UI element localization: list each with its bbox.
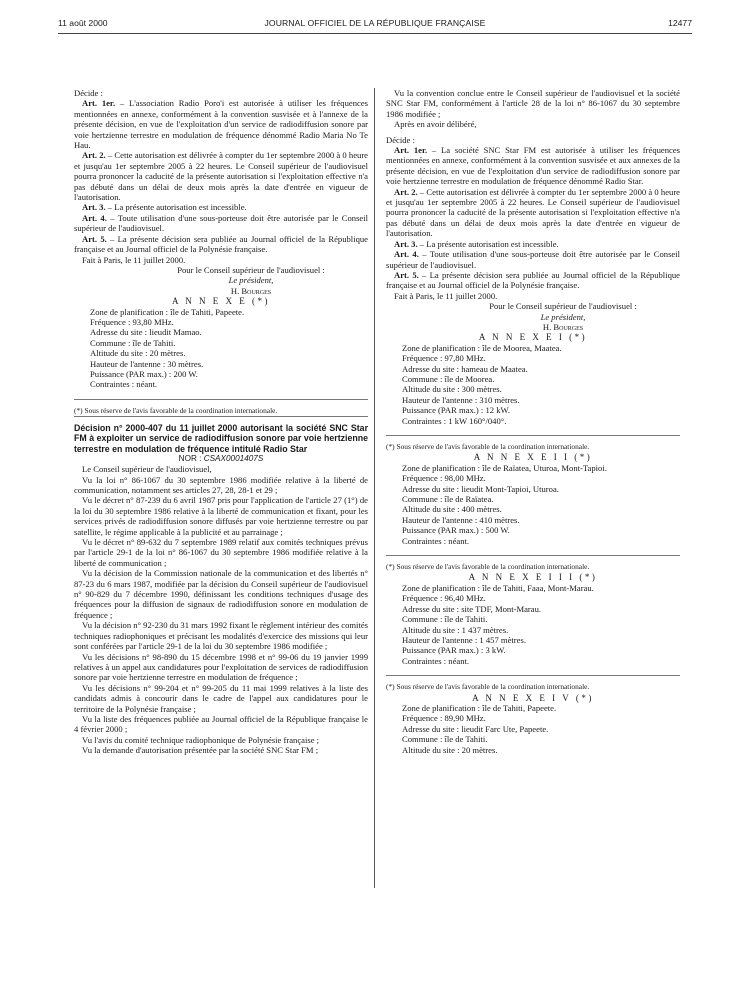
annex-line: Commune : île de Raïatea. — [402, 494, 494, 505]
annex-title: A N N E X E I (*) — [478, 332, 588, 343]
signature-role: Le président, — [228, 275, 274, 286]
annex-line: Contraintes : néant. — [90, 379, 158, 390]
annex-title: A N N E X E I V (*) — [472, 692, 594, 703]
annex-line: Contraintes : néant. — [402, 535, 470, 546]
annex-details — [402, 463, 680, 546]
header-journal-title: JOURNAL OFFICIEL DE LA RÉPUBLIQUE FRANÇAISE — [264, 18, 486, 28]
preamble-line: Vu l'avis du comité technique radiophonique de Polynésie française ; — [82, 734, 320, 745]
annex-line: Altitude du site : 20 mètres. — [90, 348, 186, 359]
footnote-rule — [386, 435, 680, 436]
article-5 — [386, 270, 680, 291]
decide-heading: Décide : — [386, 134, 415, 145]
annex-details — [90, 307, 368, 390]
article-4 — [74, 213, 368, 234]
article-label: Art. 2. — [394, 186, 418, 197]
annex-line: Puissance (PAR max.) : 12 kW. — [402, 405, 510, 416]
annex-line: Contraintes : 1 kW 160°/040°. — [402, 415, 507, 426]
annex-line: Fréquence : 97,80 MHz. — [402, 353, 486, 364]
article-text: – Toute utilisation d'une sous-porteuse doit être autorisée par le Conseil supérieur de l'audiovisuel. — [74, 212, 368, 234]
article-5 — [74, 234, 368, 255]
annex-line: Hauteur de l'antenne : 410 mètres. — [402, 514, 520, 525]
article-text: – La société SNC Star FM est autorisée à utiliser les fréquences mentionnées en annexe, conformément à la convention susvisée et aux annexes de la présente décision, en vue de l'exploitation d'un service de radiodiffusion sonore par voie hertzienne terrestre en modulation de fréquence dénommé Radio Star. — [386, 145, 680, 187]
annex-title: A N N E X E I I I (*) — [468, 572, 598, 583]
preamble-line: Le Conseil supérieur de l'audiovisuel, — [82, 464, 212, 475]
footnote-rule — [386, 555, 680, 556]
annex-line: Adresse du site : lieudit Farc Ute, Papeete. — [402, 723, 549, 734]
annex-line: Adresse du site : hameau de Maatea. — [402, 363, 528, 374]
annex-line: Puissance (PAR max.) : 3 kW. — [402, 645, 506, 656]
annex-line: Zone de planification : île de Tahiti, Faaa, Mont-Marau. — [402, 582, 594, 593]
annex-title: A N N E X E I I (*) — [473, 452, 593, 463]
article-text: – La présente autorisation est incessible. — [417, 238, 559, 249]
article-label: Art. 5. — [82, 233, 107, 244]
footnote: (*) Sous réserve de l'avis favorable de la coordination internationale. — [74, 405, 278, 415]
signature-role: Le président, — [540, 311, 586, 322]
annex-line: Altitude du site : 300 mètres. — [402, 384, 502, 395]
article-label: Art. 4. — [82, 212, 107, 223]
article-text: – Toute utilisation d'une sous-porteuse doit être autorisée par le Conseil supérieur de l'audiovisuel. — [386, 249, 680, 270]
preamble-line: Vu la loi n° 86-1067 du 30 septembre 1986 modifiée relative à la liberté de communication, notamment ses articles 27, 28, 28-1 et 29 ; — [74, 474, 368, 496]
annex-line: Zone de planification : île de Tahiti, Papeete. — [90, 306, 245, 317]
annex-line: Hauteur de l'antenne : 310 mètres. — [402, 394, 520, 405]
article-label: Art. 1er. — [82, 98, 116, 109]
header-rule — [58, 33, 692, 34]
preamble-line: Vu les décisions n° 98-890 du 15 décembre 1998 et n° 99-06 du 19 janvier 1999 relatives à un appel aux candidatures pour l'exploitation de services de radiodiffusion sonore par voie hertzienne terrestre en modulation de fréquence ; — [74, 651, 368, 683]
annex-line: Altitude du site : 1 437 mètres. — [402, 624, 509, 635]
nor-code: CSAX0001407S — [203, 453, 264, 463]
annex-line: Hauteur de l'antenne : 30 mètres. — [90, 358, 204, 369]
annex-line: Adresse du site : lieudit Mamao. — [90, 327, 202, 338]
left-column — [74, 88, 368, 756]
done-at: Fait à Paris, le 11 juillet 2000. — [394, 290, 498, 301]
annex-details — [402, 343, 680, 426]
intro-line: Après en avoir délibéré, — [394, 119, 477, 130]
annex-line: Altitude du site : 400 mètres. — [402, 504, 502, 515]
article-label: Art. 4. — [394, 249, 419, 260]
preamble-line: Vu le décret n° 87-239 du 6 avril 1987 pris pour l'application de l'article 27 (1°) de la loi du 30 septembre 1986 relative à la liberté de communication et fixant, pour les services privés de radiodiffusion sonore diffusés par voie hertzienne terrestre ou par satellite, le régime applicable à la publicité et au parrainage ; — [74, 495, 368, 537]
preamble-line: Vu la liste des fréquences publiée au Journal officiel de la République française le 4 février 2000 ; — [74, 713, 368, 735]
annex-line: Commune : île de Tahiti. — [402, 614, 488, 625]
annex-line: Contraintes : néant. — [402, 655, 470, 666]
signature-name: H. Bourges — [542, 321, 584, 332]
signature-block — [74, 265, 368, 296]
article-label: Art. 5. — [394, 269, 419, 280]
annex-line: Puissance (PAR max.) : 200 W. — [90, 368, 198, 379]
annex-line: Hauteur de l'antenne : 1 457 mètres. — [402, 634, 526, 645]
right-column — [386, 88, 680, 755]
annex-line: Adresse du site : site TDF, Mont-Marau. — [402, 603, 542, 614]
annex-line: Commune : île de Tahiti. — [90, 337, 176, 348]
annex-line: Fréquence : 96,40 MHz. — [402, 593, 486, 604]
article-4 — [386, 249, 680, 270]
annex-line: Zone de planification : île de Raïatea, Uturoa, Mont-Tapioi. — [402, 462, 607, 473]
annex-line: Commune : île de Moorea. — [402, 373, 495, 384]
article-text: – La présente autorisation est incessible. — [105, 202, 247, 213]
article-label: Art. 3. — [394, 238, 418, 249]
header-page-number: 12477 — [668, 18, 692, 28]
column-divider — [374, 88, 375, 888]
annex-line: Fréquence : 93,80 MHz. — [90, 316, 174, 327]
preamble-line: Vu la décision n° 92-230 du 31 mars 1992 fixant le règlement intérieur des comités techniques radiophoniques et précisant les modalités d'exercice des missions qui leur sont conférées par l'article 29-1 de la loi du 30 septembre 1986 modifiée ; — [74, 620, 368, 652]
preamble-line: Vu le décret n° 89-632 du 7 septembre 1989 relatif aux comités techniques prévus par l'article 29-1 de la loi n° 86-1067 du 30 septembre 1986 modifiée relative à la liberté de communication ; — [74, 537, 368, 568]
article-text: – Cette autorisation est délivrée à compter du 1er septembre 2000 à 0 heure et jusqu'au 1er septembre 2005 à 22 heures. Le Conseil supérieur de l'audiovisuel pourra prononcer la caducité de la présente autorisation si l'exploitation effective n'a pas débuté dans un délai de deux mois après la date d'entrée en vigueur de l'autorisation. — [74, 150, 368, 203]
signature-block — [386, 301, 680, 332]
annex-line: Fréquence : 98,00 MHz. — [402, 473, 486, 484]
article-3 — [74, 202, 368, 212]
article-text: – La présente décision sera publiée au Journal officiel de la République française et au Journal officiel de la Polynésie française. — [74, 233, 368, 255]
annex-title: A N N E X E (*) — [172, 296, 270, 307]
annex-line: Fréquence : 89,90 MHz. — [402, 713, 486, 724]
article-label: Art. 3. — [82, 202, 106, 213]
article-text: – Cette autorisation est délivrée à compter du 1er septembre 2000 à 0 heure et jusqu'au 1er septembre 2005 à 22 heures. Le Conseil supérieur de l'audiovisuel pourra prononcer la caducité de la présente autorisation si l'exploitation effective n'a pas débuté dans un délai de deux mois après la date d'entrée en vigueur de l'autorisation. — [386, 186, 680, 239]
article-1 — [386, 145, 680, 187]
header-date: 11 août 2000 — [58, 18, 108, 28]
article-3 — [386, 239, 680, 249]
footnote: (*) Sous réserve de l'avis favorable de la coordination internationale. — [386, 442, 590, 451]
annex-line: Zone de planification : île de Moorea, Maatea. — [402, 342, 562, 353]
annex-line: Zone de planification : île de Tahiti, Papeete. — [402, 702, 557, 713]
article-label: Art. 1er. — [394, 145, 428, 156]
annex-line: Adresse du site : lieudit Mont-Tapioi, Uturoa. — [402, 483, 559, 494]
annex-line: Puissance (PAR max.) : 500 W. — [402, 525, 510, 536]
section-rule — [74, 416, 368, 417]
page-header — [58, 18, 692, 32]
annex-line: Altitude du site : 20 mètres. — [402, 744, 498, 755]
decision-title: Décision n° 2000-407 du 11 juillet 2000 autorisant la société SNC Star FM à exploiter un service de radiodiffusion sonore par voie hertzienne terrestre en modulation de fréquence intitulé Radio Star — [74, 423, 368, 454]
annex-line: Commune : île de Tahiti. — [402, 734, 488, 745]
article-text: – L'association Radio Poro'i est autorisée à utiliser les fréquences mentionnées en annexe, conformément à la convention susvisée et à l'annexe de la présente décision, en vue de l'exploitation d'un service de radiodiffusion sonore par voie hertzienne terrestre en modulation de fréquence dénommé Radio Maria No Te Hau. — [74, 98, 368, 151]
footnote-rule — [74, 399, 368, 400]
signature-name: H. Bourges — [230, 285, 272, 296]
article-text: – La présente décision sera publiée au Journal officiel de la République française et au Journal officiel de la Polynésie française. — [386, 269, 680, 291]
intro-line: Vu la convention conclue entre le Conseil supérieur de l'audiovisuel et la société SNC Star FM, conformément à l'article 28 de la loi n° 86-1067 du 30 septembre 1986 modifiée ; — [386, 88, 680, 119]
preamble-line: Vu la demande d'autorisation présentée par la société SNC Star FM ; — [82, 745, 319, 756]
article-2 — [386, 187, 680, 239]
footnote-rule — [386, 675, 680, 676]
preamble-line: Vu la décision de la Commission nationale de la communication et des libertés n° 87-23 du 6 mars 1987, modifiée par la décision du Conseil supérieur de l'audiovisuel n° 90-829 du 7 décembre 1990, définissant les conditions techniques d'usage des fréquences pour la diffusion de signaux de radiodiffusion sonore en modulation de fréquence ; — [74, 568, 368, 620]
nor-reference — [74, 454, 368, 464]
article-1 — [74, 98, 368, 150]
decide-heading: Décide : — [74, 88, 103, 98]
footnote: (*) Sous réserve de l'avis favorable de la coordination internationale. — [386, 682, 590, 692]
annex-details — [402, 703, 680, 755]
done-at: Fait à Paris, le 11 juillet 2000. — [82, 254, 186, 265]
preamble-line: Vu les décisions n° 99-204 et n° 99-205 du 11 mai 1999 relatives à la liste des candidats admis à concourir dans le cadre de l'appel aux candidatures pour le territoire de la Polynésie française ; — [74, 682, 368, 714]
article-label: Art. 2. — [82, 150, 106, 161]
article-2 — [74, 150, 368, 202]
nor-label: NOR : — [178, 453, 204, 463]
signature-for: Pour le Conseil supérieur de l'audiovisuel : — [489, 301, 637, 312]
footnote: (*) Sous réserve de l'avis favorable de la coordination internationale. — [386, 562, 590, 572]
annex-details — [402, 583, 680, 666]
signature-for: Pour le Conseil supérieur de l'audiovisuel : — [177, 264, 325, 275]
